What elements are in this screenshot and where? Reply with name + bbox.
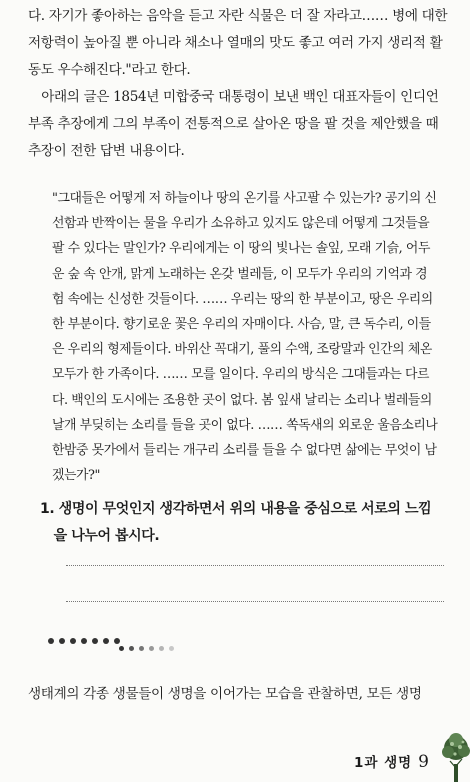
divider-dot	[169, 646, 174, 651]
page-number: 9	[418, 752, 430, 772]
quote-line: 운 숲 속 안개, 맑게 노래하는 온갖 벌레들, 이 모두가 우리의 기억과 경	[52, 266, 428, 282]
quote-line: 겠는가?"	[52, 468, 100, 484]
divider-dot	[159, 646, 164, 651]
quote-line: "그대들은 어떻게 저 하늘이나 땅의 온기를 사고팔 수 있는가? 공기의 신	[52, 191, 437, 206]
quote-line: 은 우리의 형제들이다. 바위산 꼭대기, 풀의 수액, 조랑말과 인간의 체온	[52, 342, 432, 358]
quote-line: 팔 수 있다는 말인가? 우리에게는 이 땅의 빛나는 솔잎, 모래 기슭, 어두	[52, 241, 430, 257]
divider-dot	[92, 638, 98, 644]
divider-dot	[70, 638, 76, 644]
quote-line: 다. 백인의 도시에는 조용한 곳이 없다. 봄 잎새 날리는 소리나 벌레들의	[52, 392, 432, 408]
answer-line-2[interactable]	[66, 601, 444, 602]
divider-dot	[114, 638, 120, 644]
decorative-dot-divider	[48, 636, 198, 650]
page-footer	[354, 751, 430, 772]
divider-dot	[139, 646, 144, 651]
intro-line: 아래의 글은 1854년 미합중국 대통령이 보낸 백인 대표자들이 인디언	[28, 89, 439, 105]
quote-line: 날개 부딪히는 소리를 들을 곳이 없다. …… 쏙독새의 외로운 울음소리나	[52, 417, 438, 433]
discussion-question	[40, 496, 431, 550]
question-line: 을 나누어 봅시다.	[40, 528, 160, 544]
quote-line: 선함과 반짝이는 물을 우리가 소유하고 있지도 않은데 어떻게 그것들을	[52, 216, 430, 232]
quote-line: 한밤중 못가에서 들리는 개구리 소리를 들을 수 없다면 삶에는 무엇이 남	[52, 443, 437, 459]
chapter-label: 1과 생명	[353, 755, 413, 771]
closing-paragraph: 생태계의 각종 생물들이 생명을 이어가는 모습을 관찰하면, 모든 생명	[28, 686, 422, 702]
divider-dot	[103, 638, 109, 644]
intro-line: 저항력이 높아질 뿐 아니라 채소나 열매의 맛도 좋고 여러 가지 생리적 활	[28, 35, 443, 51]
intro-line: 다. 자기가 좋아하는 음악을 듣고 자란 식물은 더 잘 자라고…… 병에 대한	[28, 8, 448, 24]
quote-line: 험 속에는 신성한 것들이다. …… 우리는 땅의 한 부분이고, 땅은 우리의	[52, 291, 433, 307]
quote-line: 모두가 한 가족이다. …… 모를 일이다. 우리의 방식은 그대들과는 다르	[52, 367, 430, 383]
chief-quote-block	[52, 186, 437, 488]
divider-dot	[119, 646, 124, 651]
intro-paragraph	[28, 3, 447, 165]
divider-dot	[59, 638, 65, 644]
intro-line: 부족 추장에게 그의 부족이 전통적으로 살아온 땅을 팔 것을 제안했을 때	[28, 116, 439, 132]
question-line: 1. 생명이 무엇인지 생각하면서 위의 내용을 중심으로 서로의 느낌	[40, 501, 432, 517]
divider-dot	[48, 638, 54, 644]
divider-dot	[149, 646, 154, 651]
answer-line-1[interactable]	[66, 565, 444, 566]
intro-line: 동도 우수해진다."라고 한다.	[28, 62, 191, 78]
tree-icon	[442, 730, 470, 782]
divider-dot	[129, 646, 134, 651]
quote-line: 한 부분이다. 향기로운 꽃은 우리의 자매이다. 사슴, 말, 큰 독수리, 이들	[52, 317, 431, 333]
intro-line: 추장이 전한 답변 내용이다.	[28, 143, 185, 159]
divider-dot	[81, 638, 87, 644]
